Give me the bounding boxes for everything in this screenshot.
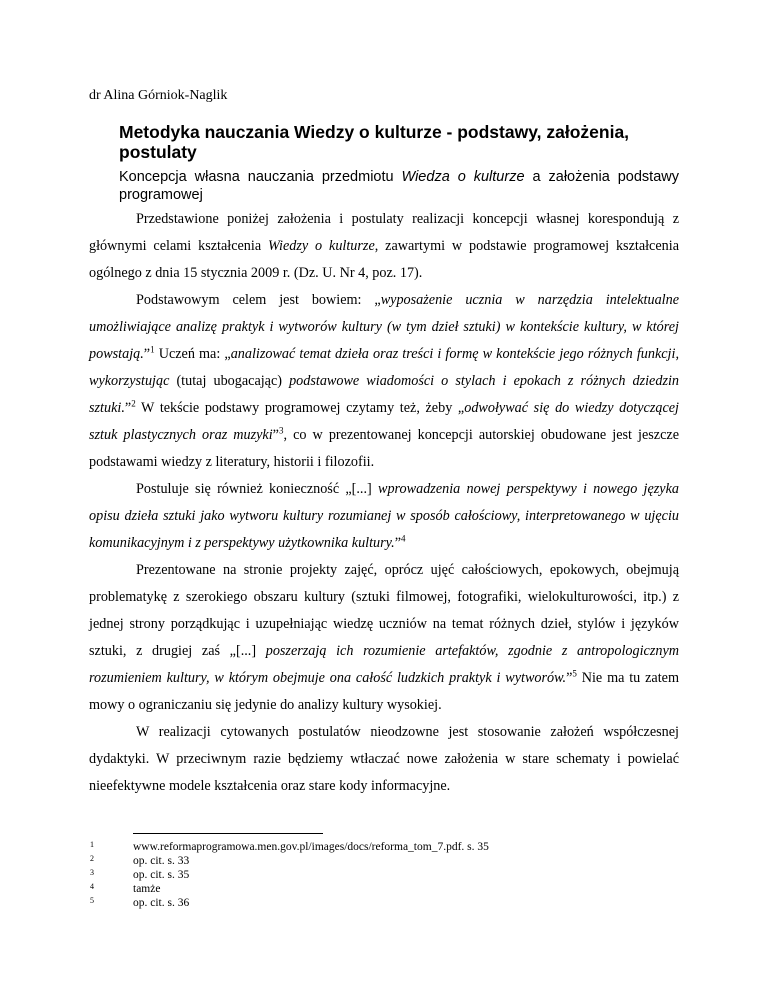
subtitle-text: Koncepcja własna nauczania przedmiotu — [119, 169, 402, 185]
paragraph — [89, 557, 679, 719]
paragraph — [89, 287, 679, 476]
text-run: ” — [143, 346, 151, 362]
text-run: Uczeń ma: „ — [154, 346, 231, 362]
document-title: Metodyka nauczania Wiedzy o kulturze - podstawy, założenia, postulaty — [119, 122, 630, 162]
text-run: , zawartymi w podstawie programowej kształcenia ogólnego z dnia 15 stycznia 2009 r. (Dz. U. Nr 4, poz. 17). — [89, 238, 679, 281]
paragraph — [89, 476, 679, 557]
footnote-text: op. cit. s. 33 — [133, 855, 190, 867]
quote-text: Wiedzy o kulturze — [268, 238, 375, 254]
footnote-ref: 2 — [131, 398, 136, 409]
footnote-ref: 4 — [401, 533, 406, 544]
footnotes — [89, 840, 679, 910]
subtitle-subject: Wiedza o kulturze — [401, 169, 525, 185]
footnote-text: www.reformaprogramowa.men.gov.pl/images/docs/reforma_tom_7.pdf. s. 35 — [133, 841, 489, 853]
quote-text: poszerzają ich rozumienie artefaktów, zgodnie z antropologicznym rozumieniem kultury, w którym obejmuje ona całość ludzkich praktyk i wytworów. — [89, 643, 679, 686]
author-name: dr Alina Górniok-Naglik — [89, 88, 228, 103]
footnote-number: 1 — [90, 840, 94, 849]
text-run: ” — [272, 427, 279, 443]
footnote — [89, 868, 679, 882]
footnote-ref: 3 — [278, 425, 284, 436]
footnote-ref: 5 — [572, 668, 577, 679]
quote-text: podstawowe wiadomości o stylach i epokach z różnych dziedzin sztuki. — [89, 373, 680, 416]
text-run: ” — [124, 400, 132, 416]
footnote-text: op. cit. s. 36 — [133, 897, 190, 909]
footnote-number: 3 — [90, 868, 94, 877]
subtitle-text-end: a założenia podstawy programowej — [119, 169, 679, 203]
footnote-text: op. cit. s. 35 — [133, 869, 190, 881]
footnote-number: 2 — [90, 854, 94, 863]
quote-text: analizować temat dzieła oraz treści i formę w kontekście jego różnych funkcji, wykorzystując — [89, 346, 679, 389]
text-run: W realizacji cytowanych postulatów nieodzowne jest stosowanie założeń współczesnej dydaktyki. W przeciwnym razie będziemy wtłaczać nowe założenia w stare schematy i powielać nieefektywne modele kształcenia oraz stare kody informacyjne. — [89, 724, 679, 794]
footnote — [89, 840, 679, 854]
text-run: Nie ma tu zatem mowy o ograniczaniu się jedynie do analizy kultury wysokiej. — [89, 670, 679, 713]
footnote-text: tamże — [133, 883, 161, 895]
body-text — [89, 206, 679, 800]
footnote-divider — [133, 833, 323, 834]
paragraph — [89, 719, 679, 800]
footnote — [89, 882, 679, 896]
document-subtitle — [119, 168, 679, 204]
text-run: , co w prezentowanej koncepcji autorskiej obudowane jest jeszcze podstawami wiedzy z literatury, historii i filozofii. — [89, 427, 679, 470]
paragraph — [89, 206, 679, 287]
footnote-number: 5 — [90, 896, 94, 905]
text-run: Podstawowym celem jest bowiem: „ — [136, 292, 381, 308]
footnote-ref: 1 — [150, 344, 155, 355]
quote-text: wprowadzenia nowej perspektywy i nowego języka opisu dzieła sztuki jako wytworu kultury rozumianej w sposób całościowy, interpretowanego w ujęciu komunikacyjnym i z perspektywy użytkownika kultury. — [89, 481, 679, 551]
text-run: ” — [566, 670, 573, 686]
text-run: Postuluje się również konieczność „[...] — [136, 481, 378, 497]
footnote-number: 4 — [90, 882, 94, 891]
quote-text: odwoływać się do wiedzy dotyczącej sztuk plastycznych oraz muzyki — [89, 400, 679, 443]
quote-text: wyposażenie ucznia w narzędzia intelektualne umożliwiające analizę praktyk i wytworów kultury (w tym dzieł sztuki) w kontekście kultury, w której powstają. — [89, 292, 679, 362]
footnote — [89, 854, 679, 868]
text-run: ” — [394, 535, 402, 551]
footnote — [89, 896, 679, 910]
text-run: (tutaj ubogacając) — [169, 373, 290, 389]
text-run: Prezentowane na stronie projekty zajęć, oprócz ujęć całościowych, epokowych, obejmują problematykę z szerokiego obszaru kultury (sztuki filmowej, fotografiki, wielokulturowości, itp.) z jednej strony porządkując i uzupełniając wiedzę uczniów na temat różnych dzieł, stylów i języków sztuki, z drugiej zaś „[...] — [89, 562, 679, 659]
text-run: W tekście podstawy programowej czytamy też, żeby „ — [135, 400, 465, 416]
text-run: Przedstawione poniżej założenia i postulaty realizacji koncepcji własnej korespondują z głównymi celami kształcenia — [89, 211, 679, 254]
